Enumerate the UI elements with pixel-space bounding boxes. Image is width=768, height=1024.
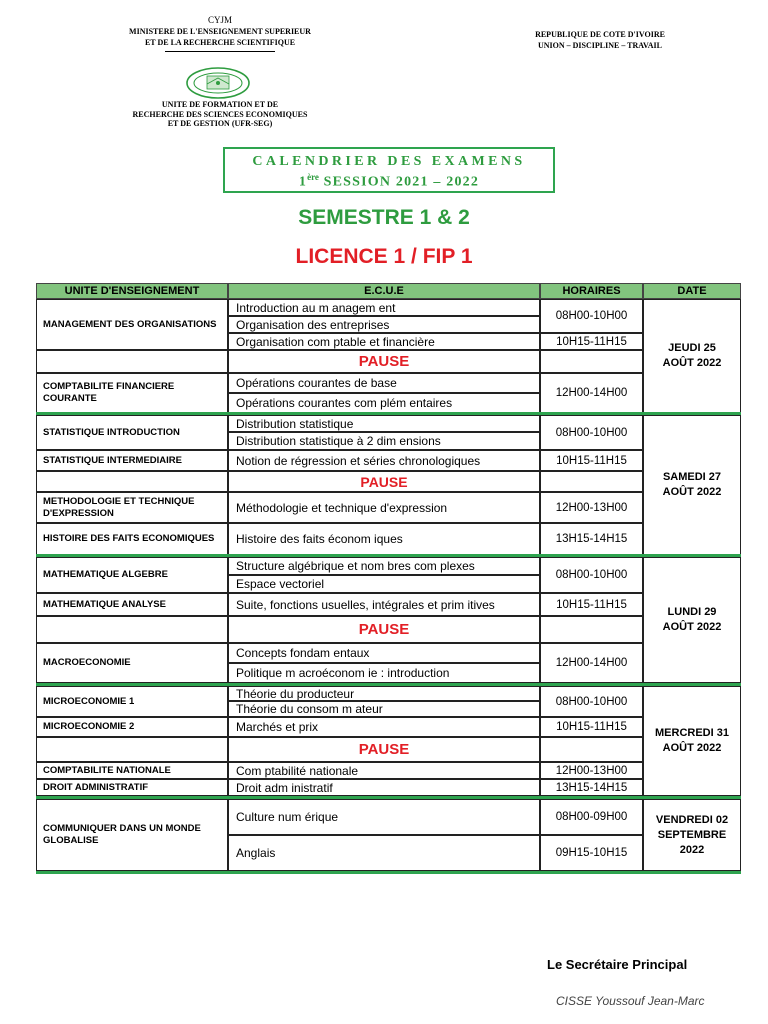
ecue-cell: Culture num érique bbox=[228, 799, 540, 835]
horaire-cell: 10H15-11H15 bbox=[540, 450, 643, 471]
ecue-cell: Com ptabilité nationale bbox=[228, 762, 540, 779]
republic-line-2: UNION – DISCIPLINE – TRAVAIL bbox=[537, 41, 663, 50]
ecue-cell: Distribution statistique à 2 dim ensions bbox=[228, 432, 540, 450]
ecue-cell: Organisation des entreprises bbox=[228, 316, 540, 333]
calendar-title-box bbox=[223, 147, 555, 193]
table-row-ue: COMPTABILITE FINANCIERE COURANTE bbox=[36, 373, 228, 413]
ecue-cell: Concepts fondam entaux bbox=[228, 643, 540, 663]
table-row-ue: MACROECONOMIE bbox=[36, 643, 228, 683]
ufr-line-3: ET DE GESTION (UFR-SEG) bbox=[167, 119, 273, 128]
table-row-ue: COMMUNIQUER DANS UN MONDE GLOBALISE bbox=[36, 799, 228, 871]
ministry-line-2: ET DE LA RECHERCHE SCIENTIFIQUE bbox=[144, 38, 296, 47]
horaire-cell: 08H00-10H00 bbox=[540, 299, 643, 333]
pause-label: PAUSE bbox=[228, 471, 540, 492]
table-row-ue: MANAGEMENT DES ORGANISATIONS bbox=[36, 299, 228, 350]
horaire-cell: 12H00-13H00 bbox=[540, 492, 643, 523]
horaire-cell: 10H15-11H15 bbox=[540, 333, 643, 350]
ecue-cell: Politique m acroéconom ie : introduction bbox=[228, 663, 540, 683]
horaire-cell: 13H15-14H15 bbox=[540, 779, 643, 796]
ecue-cell: Théorie du producteur bbox=[228, 686, 540, 701]
pause-blank bbox=[36, 616, 228, 643]
session-years: SESSION 2021 – 2022 bbox=[318, 174, 480, 190]
pause-blank bbox=[540, 737, 643, 762]
table-row-ue: MATHEMATIQUE ANALYSE bbox=[36, 593, 228, 616]
table-bottom-border bbox=[36, 871, 741, 874]
pause-label: PAUSE bbox=[228, 616, 540, 643]
horaire-cell: 10H15-11H15 bbox=[540, 593, 643, 616]
licence-heading: LICENCE 1 / FIP 1 bbox=[295, 245, 473, 268]
date-month: AOÛT 2022 bbox=[662, 742, 722, 754]
header-ecue: E.C.U.E bbox=[228, 283, 540, 299]
ecue-cell: Anglais bbox=[228, 835, 540, 871]
horaire-cell: 08H00-10H00 bbox=[540, 686, 643, 717]
table-row-ue: MATHEMATIQUE ALGEBRE bbox=[36, 557, 228, 593]
ecue-cell: Marchés et prix bbox=[228, 717, 540, 737]
header-rule bbox=[165, 51, 275, 52]
horaire-cell: 09H15-10H15 bbox=[540, 835, 643, 871]
date-year: 2022 bbox=[679, 843, 705, 856]
ecue-cell: Espace vectoriel bbox=[228, 575, 540, 593]
pause-blank bbox=[540, 350, 643, 373]
secretary-title: Le Secrétaire Principal bbox=[547, 957, 688, 972]
exam-table bbox=[36, 283, 741, 874]
date-month: AOÛT 2022 bbox=[662, 357, 722, 369]
date-day: MERCREDI 31 bbox=[655, 727, 729, 739]
horaire-cell: 12H00-13H00 bbox=[540, 762, 643, 779]
table-row-ue: STATISTIQUE INTERMEDIAIRE bbox=[36, 450, 228, 471]
table-row-ue: MICROECONOMIE 1 bbox=[36, 686, 228, 717]
date-cell bbox=[643, 799, 741, 871]
ecue-cell: Notion de régression et séries chronologiques bbox=[228, 450, 540, 471]
table-row-ue: MICROECONOMIE 2 bbox=[36, 717, 228, 737]
horaire-cell: 12H00-14H00 bbox=[540, 373, 643, 413]
calendar-title: CALENDRIER DES EXAMENS bbox=[252, 154, 526, 169]
pause-blank bbox=[540, 471, 643, 492]
horaire-cell: 10H15-11H15 bbox=[540, 717, 643, 737]
ufr-header bbox=[90, 100, 350, 129]
session-title bbox=[225, 172, 553, 191]
header-horaires: HORAIRES bbox=[540, 283, 643, 299]
header-code: CYJM bbox=[207, 15, 232, 25]
ufr-line-2: RECHERCHE DES SCIENCES ECONOMIQUES bbox=[132, 109, 308, 119]
ecue-cell: Distribution statistique bbox=[228, 415, 540, 432]
horaire-cell: 13H15-14H15 bbox=[540, 523, 643, 555]
republic-line-1: REPUBLIQUE DE COTE D'IVOIRE bbox=[535, 30, 665, 39]
ufr-line-1: UNITE DE FORMATION ET DE bbox=[161, 100, 279, 109]
date-cell bbox=[643, 686, 741, 796]
ministry-line-1: MINISTERE DE L'ENSEIGNEMENT SUPERIEUR bbox=[129, 27, 311, 36]
pause-blank bbox=[36, 350, 228, 373]
republic-header bbox=[490, 29, 710, 51]
pause-blank bbox=[540, 616, 643, 643]
pause-blank bbox=[36, 737, 228, 762]
date-month: AOÛT 2022 bbox=[662, 486, 722, 498]
ecue-cell: Opérations courantes com plém entaires bbox=[228, 393, 540, 413]
table-row-ue: COMPTABILITE NATIONALE bbox=[36, 762, 228, 779]
date-month: AOÛT 2022 bbox=[662, 621, 722, 633]
horaire-cell: 08H00-10H00 bbox=[540, 557, 643, 593]
ecue-cell: Opérations courantes de base bbox=[228, 373, 540, 393]
date-day: LUNDI 29 bbox=[667, 606, 717, 618]
ecue-cell: Méthodologie et technique d'expression bbox=[228, 492, 540, 523]
header-date: DATE bbox=[643, 283, 741, 299]
date-cell bbox=[643, 299, 741, 413]
table-row-ue: METHODOLOGIE ET TECHNIQUE D'EXPRESSION bbox=[36, 492, 228, 523]
table-row-ue: HISTOIRE DES FAITS ECONOMIQUES bbox=[36, 523, 228, 555]
university-logo bbox=[185, 66, 251, 100]
header-ue: UNITE D'ENSEIGNEMENT bbox=[36, 283, 228, 299]
ecue-cell: Structure algébrique et nom bres com plexes bbox=[228, 557, 540, 575]
pause-label: PAUSE bbox=[228, 737, 540, 762]
date-day: JEUDI 25 bbox=[668, 342, 716, 354]
date-cell bbox=[643, 557, 741, 683]
table-row-ue: STATISTIQUE INTRODUCTION bbox=[36, 415, 228, 450]
horaire-cell: 08H00-09H00 bbox=[540, 799, 643, 835]
table-row-ue: DROIT ADMINISTRATIF bbox=[36, 779, 228, 796]
pause-label: PAUSE bbox=[228, 350, 540, 373]
pause-blank bbox=[36, 471, 228, 492]
session-number: 1 bbox=[298, 174, 308, 190]
ecue-cell: Théorie du consom m ateur bbox=[228, 701, 540, 717]
ministry-header bbox=[90, 15, 350, 52]
date-cell bbox=[643, 415, 741, 555]
date-month: SEPTEMBRE bbox=[657, 828, 727, 841]
horaire-cell: 12H00-14H00 bbox=[540, 643, 643, 683]
horaire-cell: 08H00-10H00 bbox=[540, 415, 643, 450]
signature: CISSE Youssouf Jean-Marc bbox=[556, 994, 705, 1008]
semestre-heading: SEMESTRE 1 & 2 bbox=[298, 206, 470, 229]
session-suffix: ère bbox=[307, 172, 319, 182]
ecue-cell: Introduction au m anagem ent bbox=[228, 299, 540, 316]
date-day: VENDREDI 02 bbox=[655, 813, 729, 826]
ecue-cell: Droit adm inistratif bbox=[228, 779, 540, 796]
ecue-cell: Suite, fonctions usuelles, intégrales et prim itives bbox=[228, 593, 540, 616]
date-day: SAMEDI 27 bbox=[662, 471, 722, 483]
ecue-cell: Organisation com ptable et financière bbox=[228, 333, 540, 350]
ecue-cell: Histoire des faits économ iques bbox=[228, 523, 540, 555]
